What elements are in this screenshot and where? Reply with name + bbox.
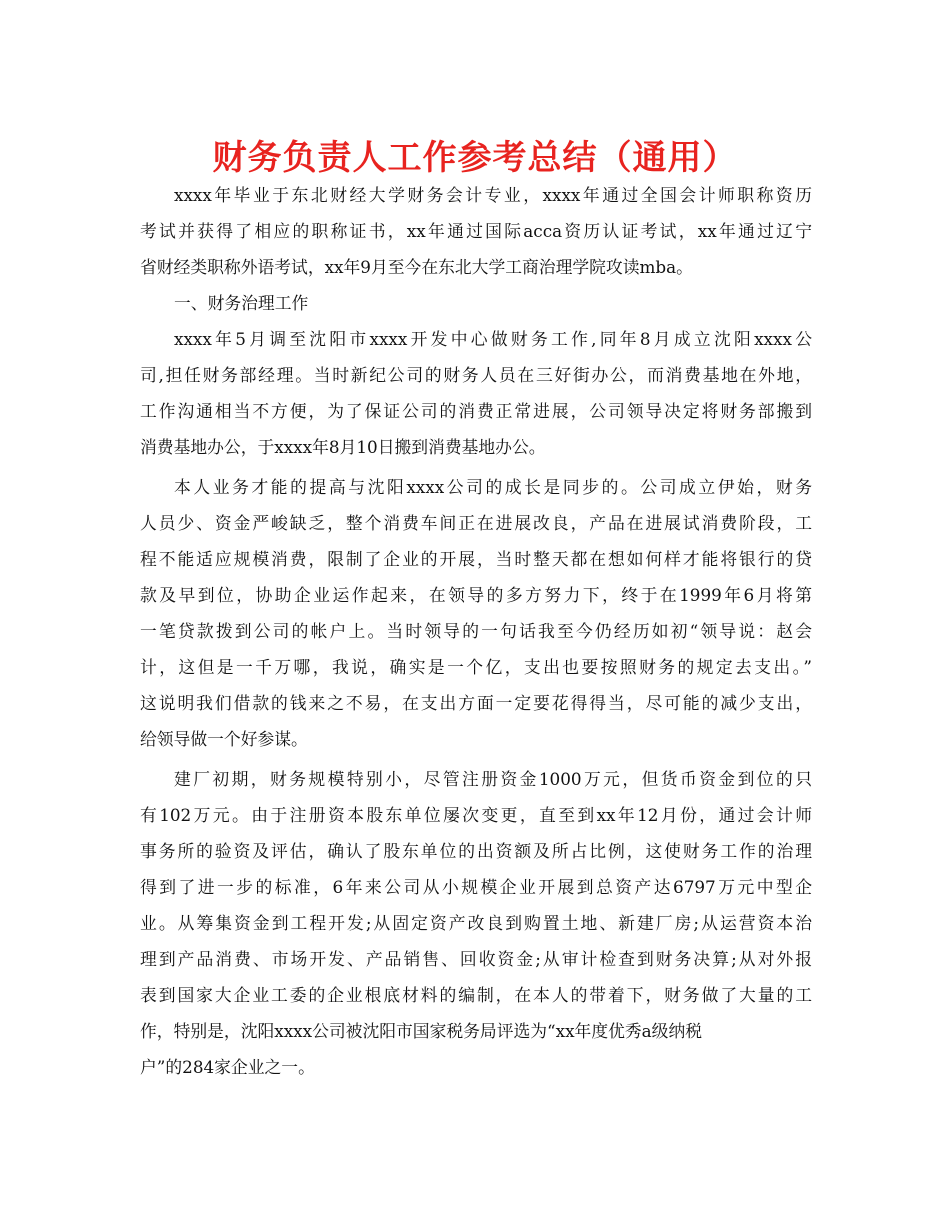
text-line: 考试并获得了相应的职称证书，xx年通过国际acca资历认证考试，xx年通过辽宁 — [140, 221, 812, 241]
document-body — [140, 177, 812, 1085]
text-line: xxxx年毕业于东北财经大学财务会计专业，xxxx年通过全国会计师职称资历 — [174, 185, 812, 205]
text-line: xxxx年5月调至沈阳市xxxx开发中心做财务工作,同年8月成立沈阳xxxx公 — [174, 329, 812, 349]
text-line: 理到产品消费、市场开发、产品销售、回收资金;从审计检查到财务决算;从对外报 — [140, 949, 812, 969]
text-line: 建厂初期，财务规模特别小，尽管注册资金1000万元，但货币资金到位的只 — [174, 769, 812, 789]
text-line: 给领导做一个好参谋。 — [140, 729, 308, 749]
text-line: 人员少、资金严峻缺乏，整个消费车间正在进展改良，产品在进展试消费阶段，工 — [140, 513, 812, 533]
text-line: 本人业务才能的提高与沈阳xxxx公司的成长是同步的。公司成立伊始，财务 — [174, 477, 812, 497]
text-line: 表到国家大企业工委的企业根底材料的编制，在本人的带着下，财务做了大量的工 — [140, 985, 812, 1005]
text-line: 一笔贷款拨到公司的帐户上。当时领导的一句话我至今仍经历如初“领导说：赵会 — [140, 621, 812, 641]
text-line: 消费基地办公，于xxxx年8月10日搬到消费基地办公。 — [140, 437, 546, 457]
text-line: 这说明我们借款的钱来之不易，在支出方面一定要花得得当，尽可能的减少支出， — [140, 693, 812, 713]
text-line: 程不能适应规模消费，限制了企业的开展，当时整天都在想如何样才能将银行的贷 — [140, 549, 812, 569]
paragraph-early-stage — [140, 761, 812, 1085]
text-line: 有102万元。由于注册资本股东单位屡次变更，直至到xx年12月份，通过会计师 — [140, 805, 812, 825]
paragraph-education — [140, 177, 812, 285]
paragraph-transfer — [140, 321, 812, 465]
text-line: 司,担任财务部经理。当时新纪公司的财务人员在三好街办公，而消费基地在外地， — [140, 365, 812, 385]
text-line: 户”的284家企业之一。 — [140, 1057, 315, 1077]
text-line: 工作沟通相当不方便，为了保证公司的消费正常进展，公司领导决定将财务部搬到 — [140, 401, 812, 421]
text-line: 款及早到位，协助企业运作起来，在领导的多方努力下，终于在1999年6月将第 — [140, 585, 812, 605]
text-line: 事务所的验资及评估，确认了股东单位的出资额及所占比例，这使财务工作的治理 — [140, 841, 812, 861]
section-heading: 一、财务治理工作 — [174, 293, 309, 313]
section-heading-finance-management — [140, 285, 812, 321]
text-line: 作，特别是，沈阳xxxx公司被沈阳市国家税务局评选为“xx年度优秀a级纳税 — [140, 1021, 703, 1041]
text-line: 业。从筹集资金到工程开发;从固定资产改良到购置土地、新建厂房;从运营资本治 — [140, 913, 812, 933]
text-line: 计，这但是一千万哪，我说，确实是一个亿，支出也要按照财务的规定去支出。” — [140, 657, 812, 677]
text-line: 省财经类职称外语考试，xx年9月至今在东北大学工商治理学院攻读mba。 — [140, 257, 693, 277]
document-title: 财务负责人工作参考总结（通用） — [212, 138, 738, 178]
text-line: 得到了进一步的标准，6年来公司从小规模企业开展到总资产达6797万元中型企 — [140, 877, 812, 897]
paragraph-growth — [140, 469, 812, 757]
